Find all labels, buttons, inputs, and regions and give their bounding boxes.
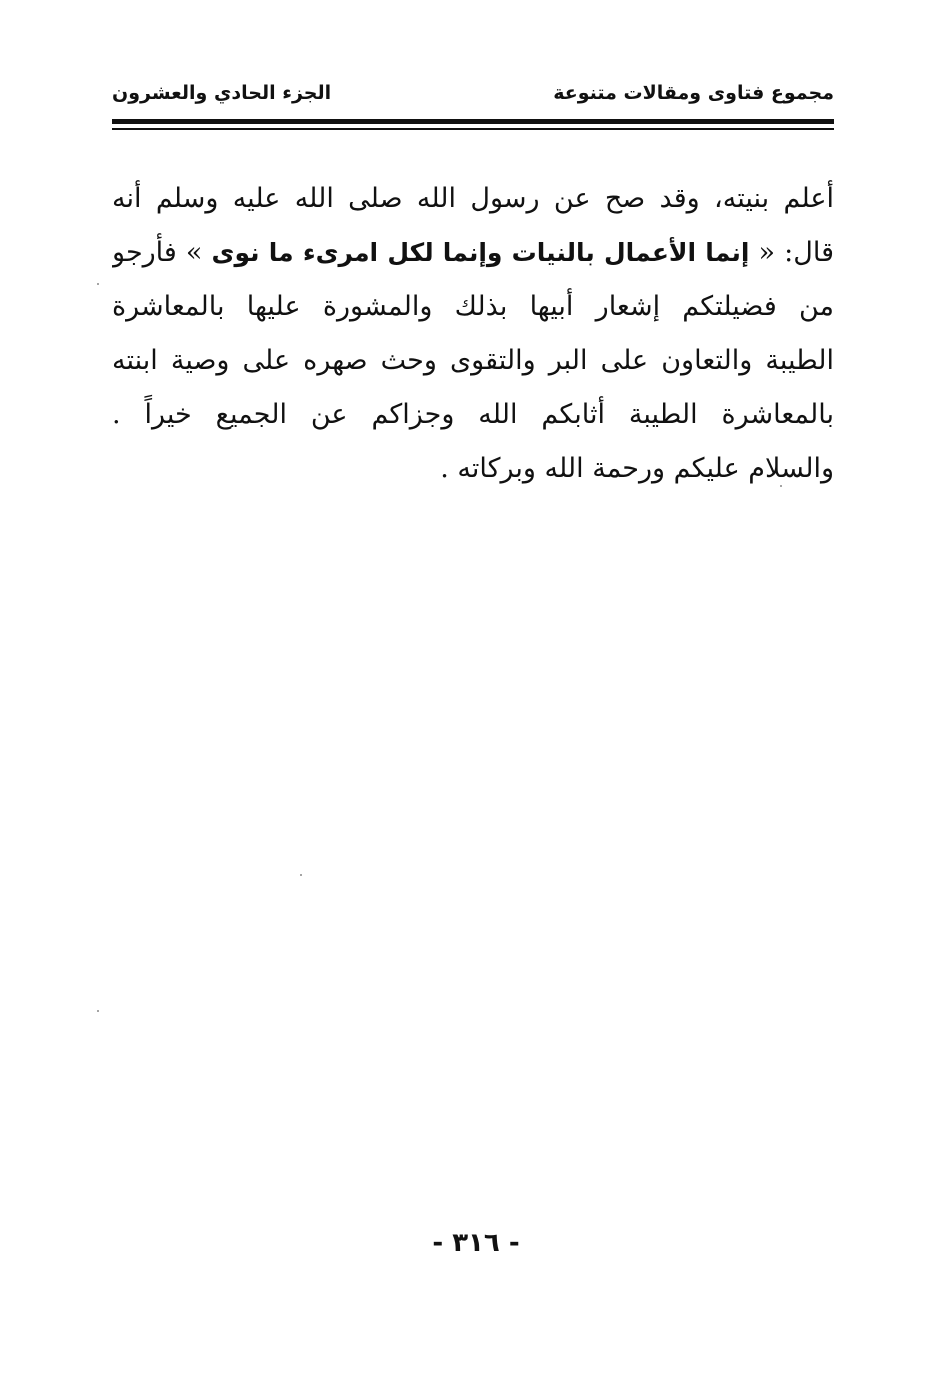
page-number: - ٣١٦ - [432, 1228, 520, 1258]
running-header [112, 82, 834, 112]
scan-speck [780, 485, 782, 487]
fatwa-text [112, 172, 834, 496]
scan-speck [97, 283, 99, 285]
scan-speck [97, 1010, 99, 1012]
volume-label: الجزء الحادي والعشرون [112, 82, 332, 104]
text-line-4: الطيبة والتعاون على البر والتقوى وحث صهره على وصية ابنته [112, 345, 834, 376]
text-line-1: أعلم بنيته، وقد صح عن رسول الله صلى الله عليه وسلم أنه [112, 183, 834, 214]
quote-open: قال: « [758, 237, 834, 268]
header-rule-thick [112, 119, 834, 124]
text-line-6: والسلام عليكم ورحمة الله وبركاته . [440, 453, 834, 484]
header-rule-thin [112, 128, 834, 130]
quote-close: » فأرجو [112, 237, 203, 268]
text-line-2 [112, 226, 834, 280]
text-line-5: بالمعاشرة الطيبة أثابكم الله وجزاكم عن الجميع خيراً . [112, 399, 834, 430]
hadith-quote: إنما الأعمال بالنيات وإنما لكل امرىء ما نوى [211, 238, 750, 267]
scan-speck [300, 874, 302, 876]
text-line-3: من فضيلتكم إشعار أبيها بذلك والمشورة عليها بالمعاشرة [112, 291, 834, 322]
book-title: مجموع فتاوى ومقالات متنوعة [553, 82, 834, 104]
